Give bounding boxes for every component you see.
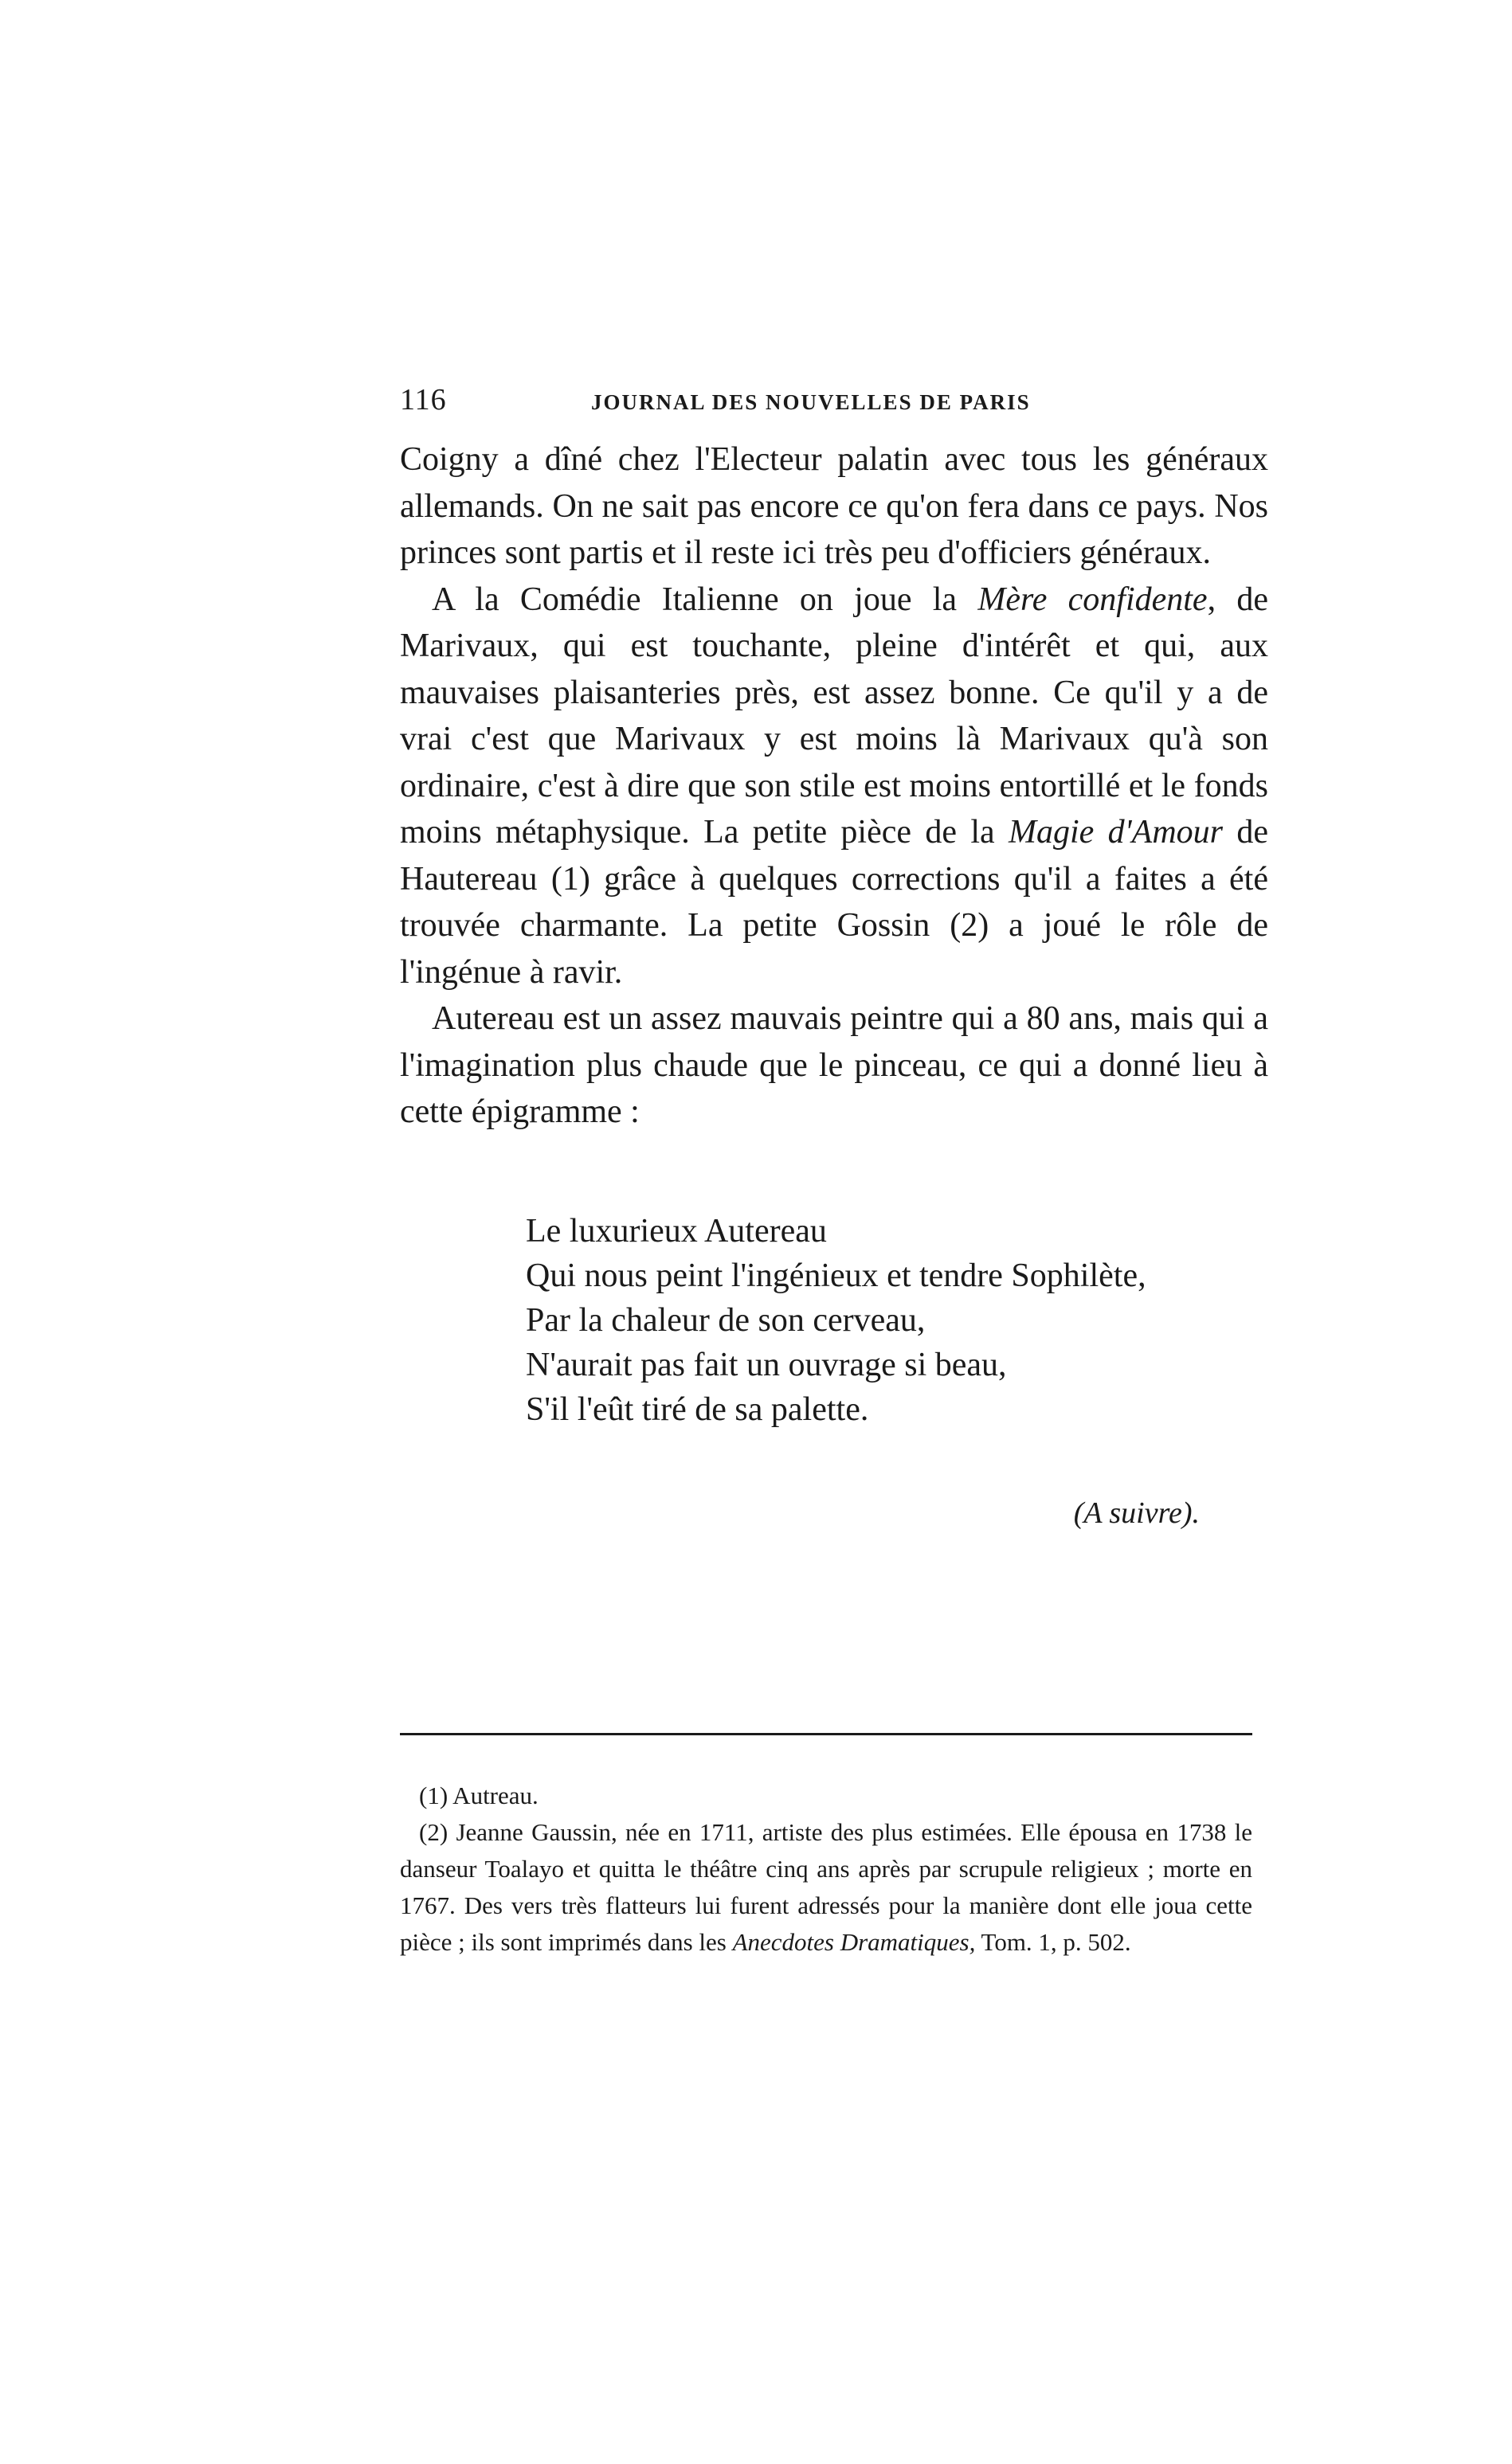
- paragraph-2-part-c: de Hautereau (1) grâce à quelques corrections qu'il a faites a été trouvée charmante. La petite Gossin (2) a joué le rôle de l'ingénue à ravir.: [400, 814, 1268, 991]
- footnotes: [400, 1778, 1252, 1961]
- play-title-magie-d-amour: Magie d'Amour: [1009, 814, 1223, 851]
- footnote-2: [400, 1814, 1252, 1961]
- verse-line: Qui nous peint l'ingénieux et tendre Sophilète,: [526, 1257, 1146, 1294]
- page-header: [400, 382, 1268, 430]
- play-title-mere-confidente: Mère confidente: [977, 581, 1208, 618]
- paragraph-2-part-a: A la Comédie Italienne on joue la: [432, 581, 978, 618]
- footnote-1: (1) Autreau.: [419, 1782, 539, 1809]
- paragraph-3: Autereau est un assez mauvais peintre qui a 80 ans, mais qui a l'imagination plus chaude que le pinceau, ce qui a donné lieu à cette épigramme :: [400, 1000, 1268, 1130]
- page-number: 116: [400, 383, 447, 417]
- book-title-anecdotes: Anecdotes Dramatiques,: [732, 1928, 976, 1956]
- verse-line: Par la chaleur de son cerveau,: [526, 1302, 926, 1339]
- verse-line: S'il l'eût tiré de sa palette.: [526, 1391, 869, 1428]
- paragraph-2: [400, 577, 1268, 996]
- paragraph-2-part-b: , de Marivaux, qui est touchante, pleine d'intérêt et qui, aux mauvaises plaisanteries près, est assez bonne. Ce qu'il y a de vrai c'est que Marivaux y est moins là Marivaux qu'à son ordinaire, c'est à dire que son stile est moins entortillé et le fonds moins métaphysique. La petite pièce de la: [400, 581, 1268, 851]
- verse-line: Le luxurieux Autereau: [526, 1213, 827, 1250]
- running-title: JOURNAL DES NOUVELLES DE PARIS: [591, 390, 1031, 414]
- verse-line: N'aurait pas fait un ouvrage si beau,: [526, 1347, 1007, 1383]
- epigram-verse: [526, 1209, 1146, 1432]
- footnote-2-part-b: Tom. 1, p. 502.: [975, 1928, 1131, 1956]
- to-be-continued: (A suivre).: [1073, 1496, 1200, 1530]
- main-text: [400, 436, 1268, 1136]
- paragraph-1: Coigny a dîné chez l'Electeur palatin avec tous les généraux allemands. On ne sait pas encore ce qu'on fera dans ce pays. Nos princes sont partis et il reste ici très peu d'officiers généraux.: [400, 441, 1268, 571]
- footnote-2-part-a: (2) Jeanne Gaussin, née en 1711, artiste des plus estimées. Elle épousa en 1738 le danseur Toalayo et quitta le théâtre cinq ans après par scrupule religieux ; morte en 1767. Des vers très flatteurs lui furent adressés pour la manière dont elle joua cette pièce ; ils sont imprimés dans les: [400, 1818, 1252, 1956]
- footnote-divider: [400, 1733, 1252, 1735]
